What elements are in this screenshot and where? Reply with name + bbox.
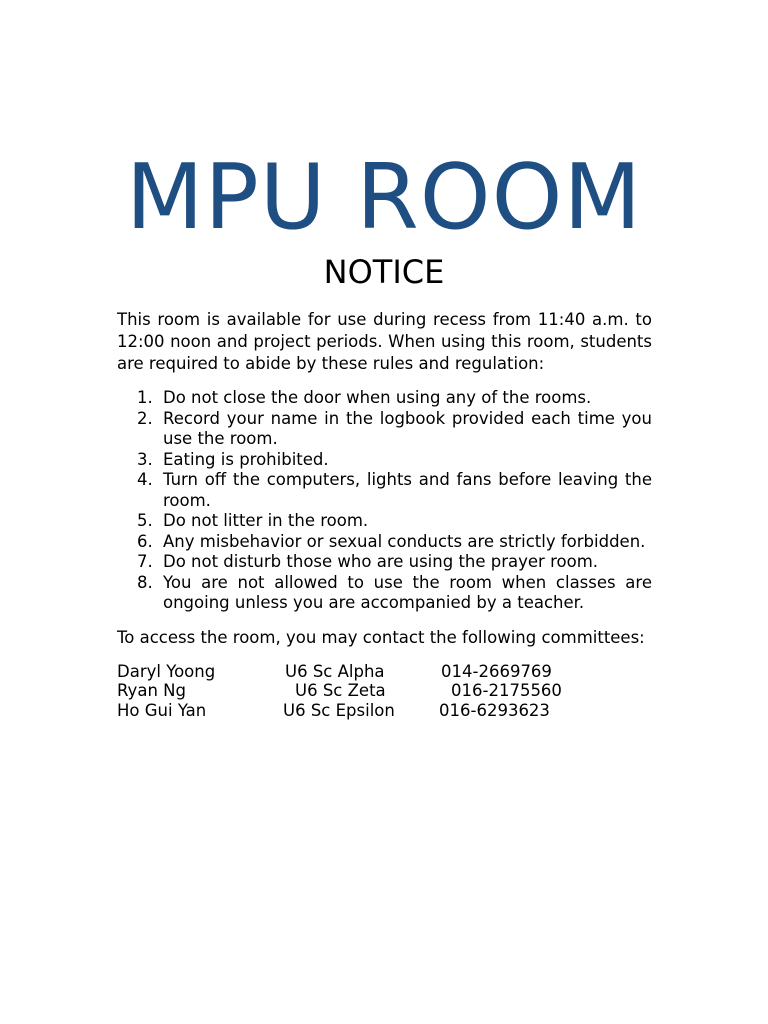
rule-number: 1.: [137, 388, 153, 407]
rule-item: [117, 552, 652, 573]
rule-text: Turn off the computers, lights and fans before leaving the room.: [163, 470, 652, 510]
notice-body: [117, 309, 652, 720]
rules-list: [117, 388, 652, 614]
rule-number: 2.: [137, 408, 153, 428]
rule-item: [117, 470, 652, 511]
rule-item: [117, 388, 652, 409]
contact-name: Daryl Yoong: [117, 661, 216, 681]
contact-phone: 016-6293623: [439, 700, 550, 720]
contact-class: U6 Sc Alpha: [285, 661, 385, 681]
rule-text: Eating is prohibited.: [163, 449, 329, 469]
rule-item: [117, 409, 652, 450]
rule-number: 8.: [137, 572, 153, 592]
contact-class: U6 Sc Zeta: [295, 681, 386, 700]
contact-row: [117, 662, 652, 682]
notice-heading: NOTICE: [323, 253, 445, 291]
contact-phone: 014-2669769: [441, 661, 552, 681]
rule-text: Any misbehavior or sexual conducts are strictly forbidden.: [163, 531, 646, 551]
rule-number: 6.: [137, 531, 153, 551]
contact-phone: 016-2175560: [451, 681, 562, 700]
rule-number: 7.: [137, 552, 153, 571]
contact-name: Ho Gui Yan: [117, 700, 207, 720]
rule-item: [117, 511, 652, 532]
page-title: MPU ROOM: [125, 145, 643, 250]
contact-row: [117, 681, 652, 701]
rule-text: Do not litter in the room.: [163, 511, 369, 530]
rule-number: 4.: [137, 470, 153, 489]
contact-name: Ryan Ng: [117, 681, 186, 700]
rule-item: [117, 573, 652, 614]
contact-row: [117, 701, 652, 721]
rule-text: Do not close the door when using any of the rooms.: [163, 388, 592, 407]
rule-number: 3.: [137, 449, 153, 469]
contacts-list: [117, 662, 652, 721]
rule-item: [117, 532, 652, 553]
rule-number: 5.: [137, 511, 153, 530]
rule-text: Record your name in the logbook provided each time you use the room.: [163, 408, 652, 448]
contact-class: U6 Sc Epsilon: [283, 700, 395, 720]
rule-item: [117, 450, 652, 471]
intro-paragraph: This room is available for use during recess from 11:40 a.m. to 12:00 noon and project periods. When using this room, students are required to abide by these rules and regulation:: [117, 310, 652, 373]
access-paragraph: To access the room, you may contact the following committees:: [117, 627, 645, 647]
rule-text: Do not disturb those who are using the prayer room.: [163, 552, 599, 571]
rule-text: You are not allowed to use the room when classes are ongoing unless you are accompanied by a teacher.: [163, 572, 652, 612]
